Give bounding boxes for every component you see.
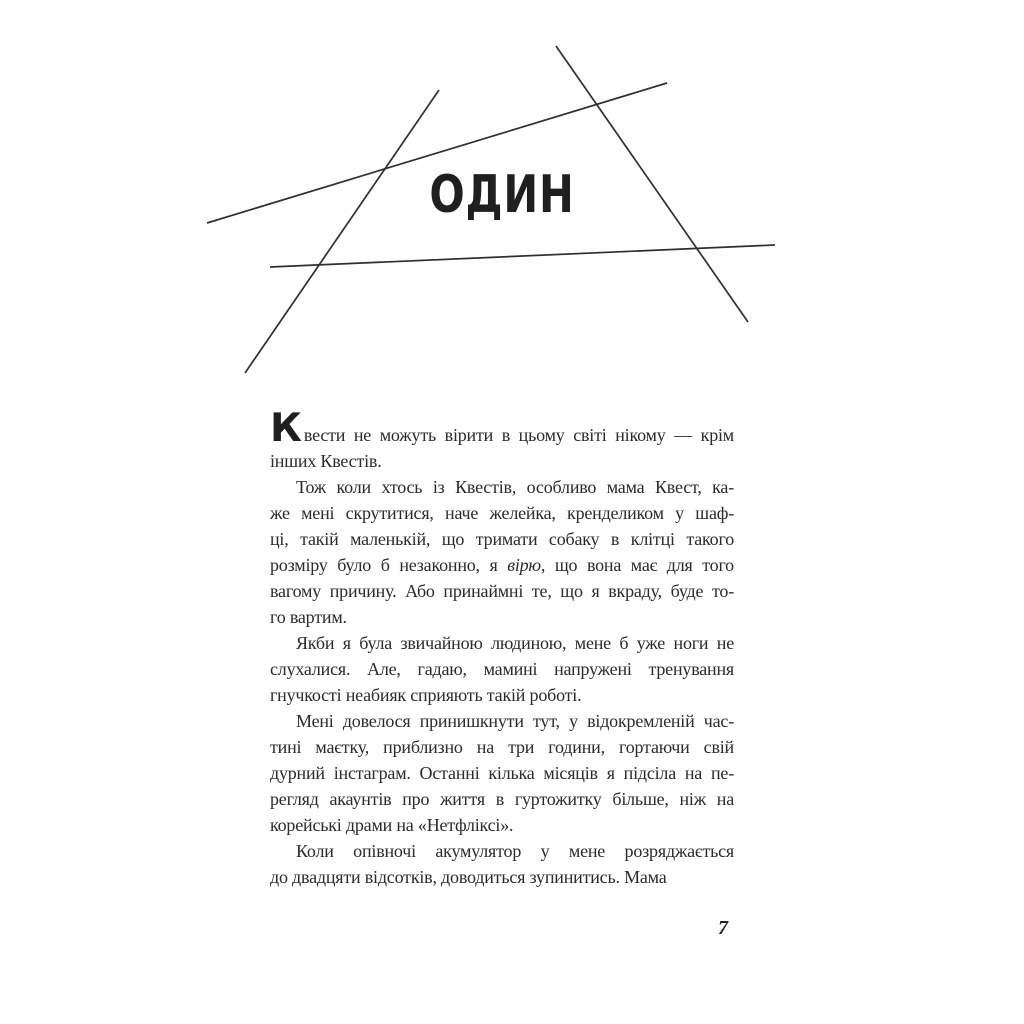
body-line <box>270 682 734 708</box>
body-line <box>270 760 734 786</box>
body-line <box>270 448 734 474</box>
text-segment: вірю <box>507 555 541 575</box>
text-segment: тині маєтку, приблизно на три години, гортаючи свій <box>270 737 734 757</box>
text-segment: регляд акаунтів про життя в гуртожитку більше, ніж на <box>270 789 734 809</box>
drop-cap: К <box>270 406 302 451</box>
body-line <box>270 734 734 760</box>
paragraph <box>270 708 734 838</box>
body-line <box>270 786 734 812</box>
body-line <box>270 474 734 500</box>
text-segment: слухалися. Але, гадаю, мамині напружені тренування <box>270 659 734 679</box>
text-segment: же мені скрутитися, наче желейка, кренделиком у шаф- <box>270 503 734 523</box>
body-line <box>270 406 734 451</box>
paragraph <box>270 630 734 708</box>
text-segment: вагому причину. Або принаймні те, що я вкраду, буде то- <box>270 581 734 601</box>
page-number: 7 <box>718 917 728 939</box>
text-segment: го вартим. <box>270 607 347 627</box>
text-segment: корейські драми на «Нетфліксі». <box>270 815 514 835</box>
body-text <box>270 406 734 890</box>
body-line <box>270 500 734 526</box>
paragraph <box>270 406 734 474</box>
text-segment: ці, такій маленькій, що тримати собаку в клітці такого <box>270 529 734 549</box>
text-segment: , що вона має для того <box>540 555 734 575</box>
body-line <box>270 656 734 682</box>
chapter-title: ОДИН <box>429 165 575 225</box>
decor-line <box>245 90 439 373</box>
text-segment: Коли опівночі акумулятор у мене розряджається <box>296 841 734 861</box>
text-segment: інших Квестів. <box>270 451 382 471</box>
body-line <box>270 630 734 656</box>
body-line <box>270 708 734 734</box>
text-segment: гнучкості неабияк сприяють такій роботі. <box>270 685 582 705</box>
body-line <box>270 838 734 864</box>
text-segment: дурний інстаграм. Останні кілька місяців я підсіла на пе- <box>270 763 734 783</box>
text-segment: до двадцяти відсотків, доводиться зупинитись. Мама <box>270 867 667 887</box>
text-segment: Якби я була звичайною людиною, мене б уже ноги не <box>296 633 734 653</box>
body-line <box>270 526 734 552</box>
body-line <box>270 812 734 838</box>
body-line <box>270 578 734 604</box>
text-segment: вести не можуть вірити в цьому світі нікому — крім <box>303 425 734 445</box>
body-line <box>270 864 734 890</box>
paragraph <box>270 474 734 630</box>
text-segment: розміру було б незаконно, я <box>270 555 508 575</box>
text-segment: Мені довелося принишкнути тут, у відокремленій час- <box>296 711 734 731</box>
paragraph <box>270 838 734 890</box>
body-line <box>270 552 734 578</box>
body-line <box>270 604 734 630</box>
text-segment: Тож коли хтось із Квестів, особливо мама Квест, ка- <box>296 477 734 497</box>
decor-line <box>270 245 775 267</box>
